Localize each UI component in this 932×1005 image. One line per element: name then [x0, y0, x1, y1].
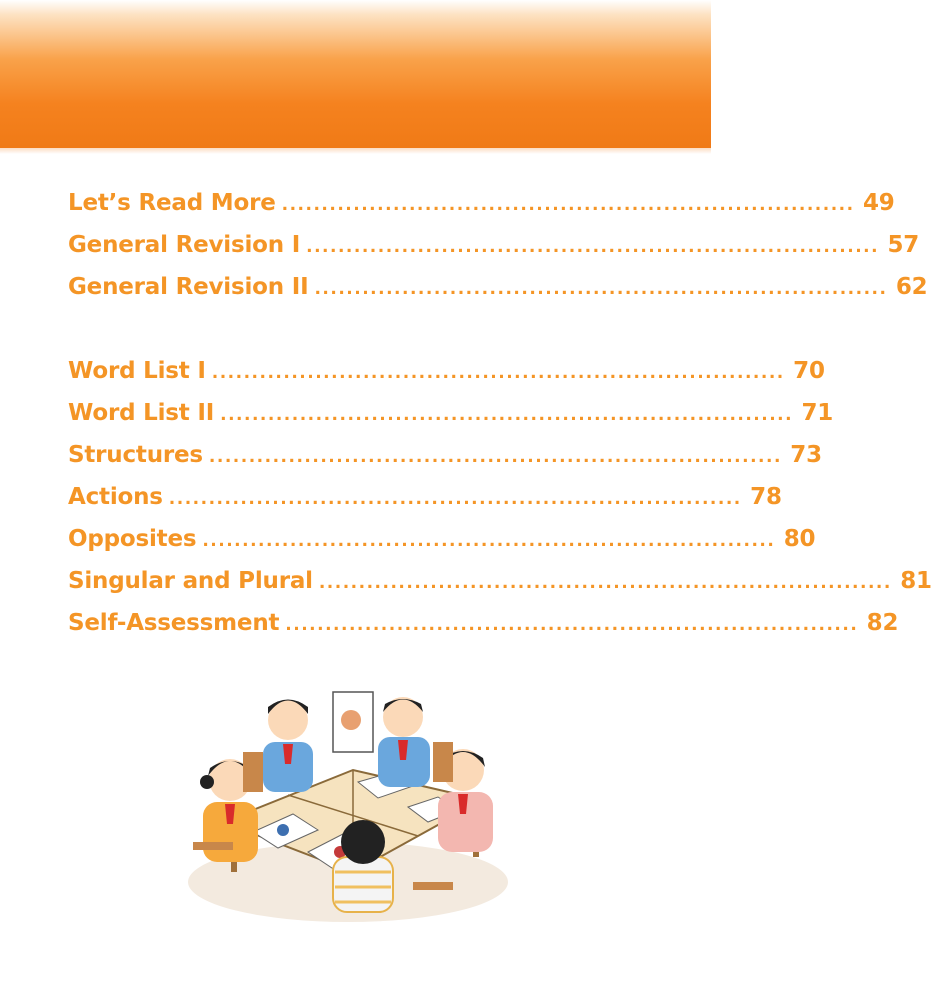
toc-leader-dots: ........................................................................: [220, 405, 794, 425]
toc-entry[interactable]: [68, 610, 899, 652]
toc-entry[interactable]: [68, 274, 928, 316]
toc-entry-page: 80: [783, 526, 816, 552]
toc-entry-title: Let’s Read More: [68, 190, 276, 216]
toc-leader-dots: ........................................................................: [285, 615, 859, 635]
toc-leader-dots: ........................................................................: [208, 447, 782, 467]
header-banner: [0, 0, 711, 148]
toc-entry[interactable]: [68, 442, 822, 484]
toc-leader-dots: ........................................................................: [202, 531, 776, 551]
toc-entry-title: Self-Assessment: [68, 610, 280, 636]
toc-entry-page: 82: [866, 610, 899, 636]
toc-leader-dots: ........................................................................: [168, 489, 742, 509]
toc-entry-page: 71: [801, 400, 834, 426]
toc-entry-title: General Revision II: [68, 274, 309, 300]
toc-entry-title: Word List II: [68, 400, 215, 426]
toc-entry-page: 78: [750, 484, 782, 510]
toc-entry[interactable]: [68, 358, 825, 400]
children-at-table-illustration: [183, 682, 513, 922]
toc-entry-page: 81: [900, 568, 932, 594]
toc-entry[interactable]: [68, 400, 834, 442]
toc-leader-dots: ........................................................................: [211, 363, 785, 383]
toc-leader-dots: ........................................................................: [314, 279, 888, 299]
toc-entry[interactable]: [68, 568, 932, 610]
toc-entry-page: 70: [793, 358, 825, 384]
toc-entry-page: 73: [790, 442, 822, 468]
toc-leader-dots: ........................................................................: [318, 573, 892, 593]
toc-entry-page: 57: [887, 232, 920, 258]
toc-entry-title: General Revision I: [68, 232, 301, 258]
toc-section-appendix: [68, 358, 932, 652]
toc-entry-page: 49: [863, 190, 895, 216]
toc-entry-title: Word List I: [68, 358, 206, 384]
toc-entry-title: Actions: [68, 484, 163, 510]
toc-entry-title: Structures: [68, 442, 203, 468]
toc-entry[interactable]: [68, 190, 895, 232]
toc-entry-title: Singular and Plural: [68, 568, 313, 594]
toc-section-revision: [68, 190, 928, 316]
toc-leader-dots: ........................................................................: [306, 237, 880, 257]
toc-entry[interactable]: [68, 232, 920, 274]
toc-entry-title: Opposites: [68, 526, 197, 552]
toc-entry[interactable]: [68, 484, 782, 526]
toc-entry-page: 62: [895, 274, 928, 300]
classroom-illustration-icon: [183, 682, 513, 922]
toc-entry[interactable]: [68, 526, 816, 568]
toc-leader-dots: ........................................................................: [281, 195, 855, 215]
